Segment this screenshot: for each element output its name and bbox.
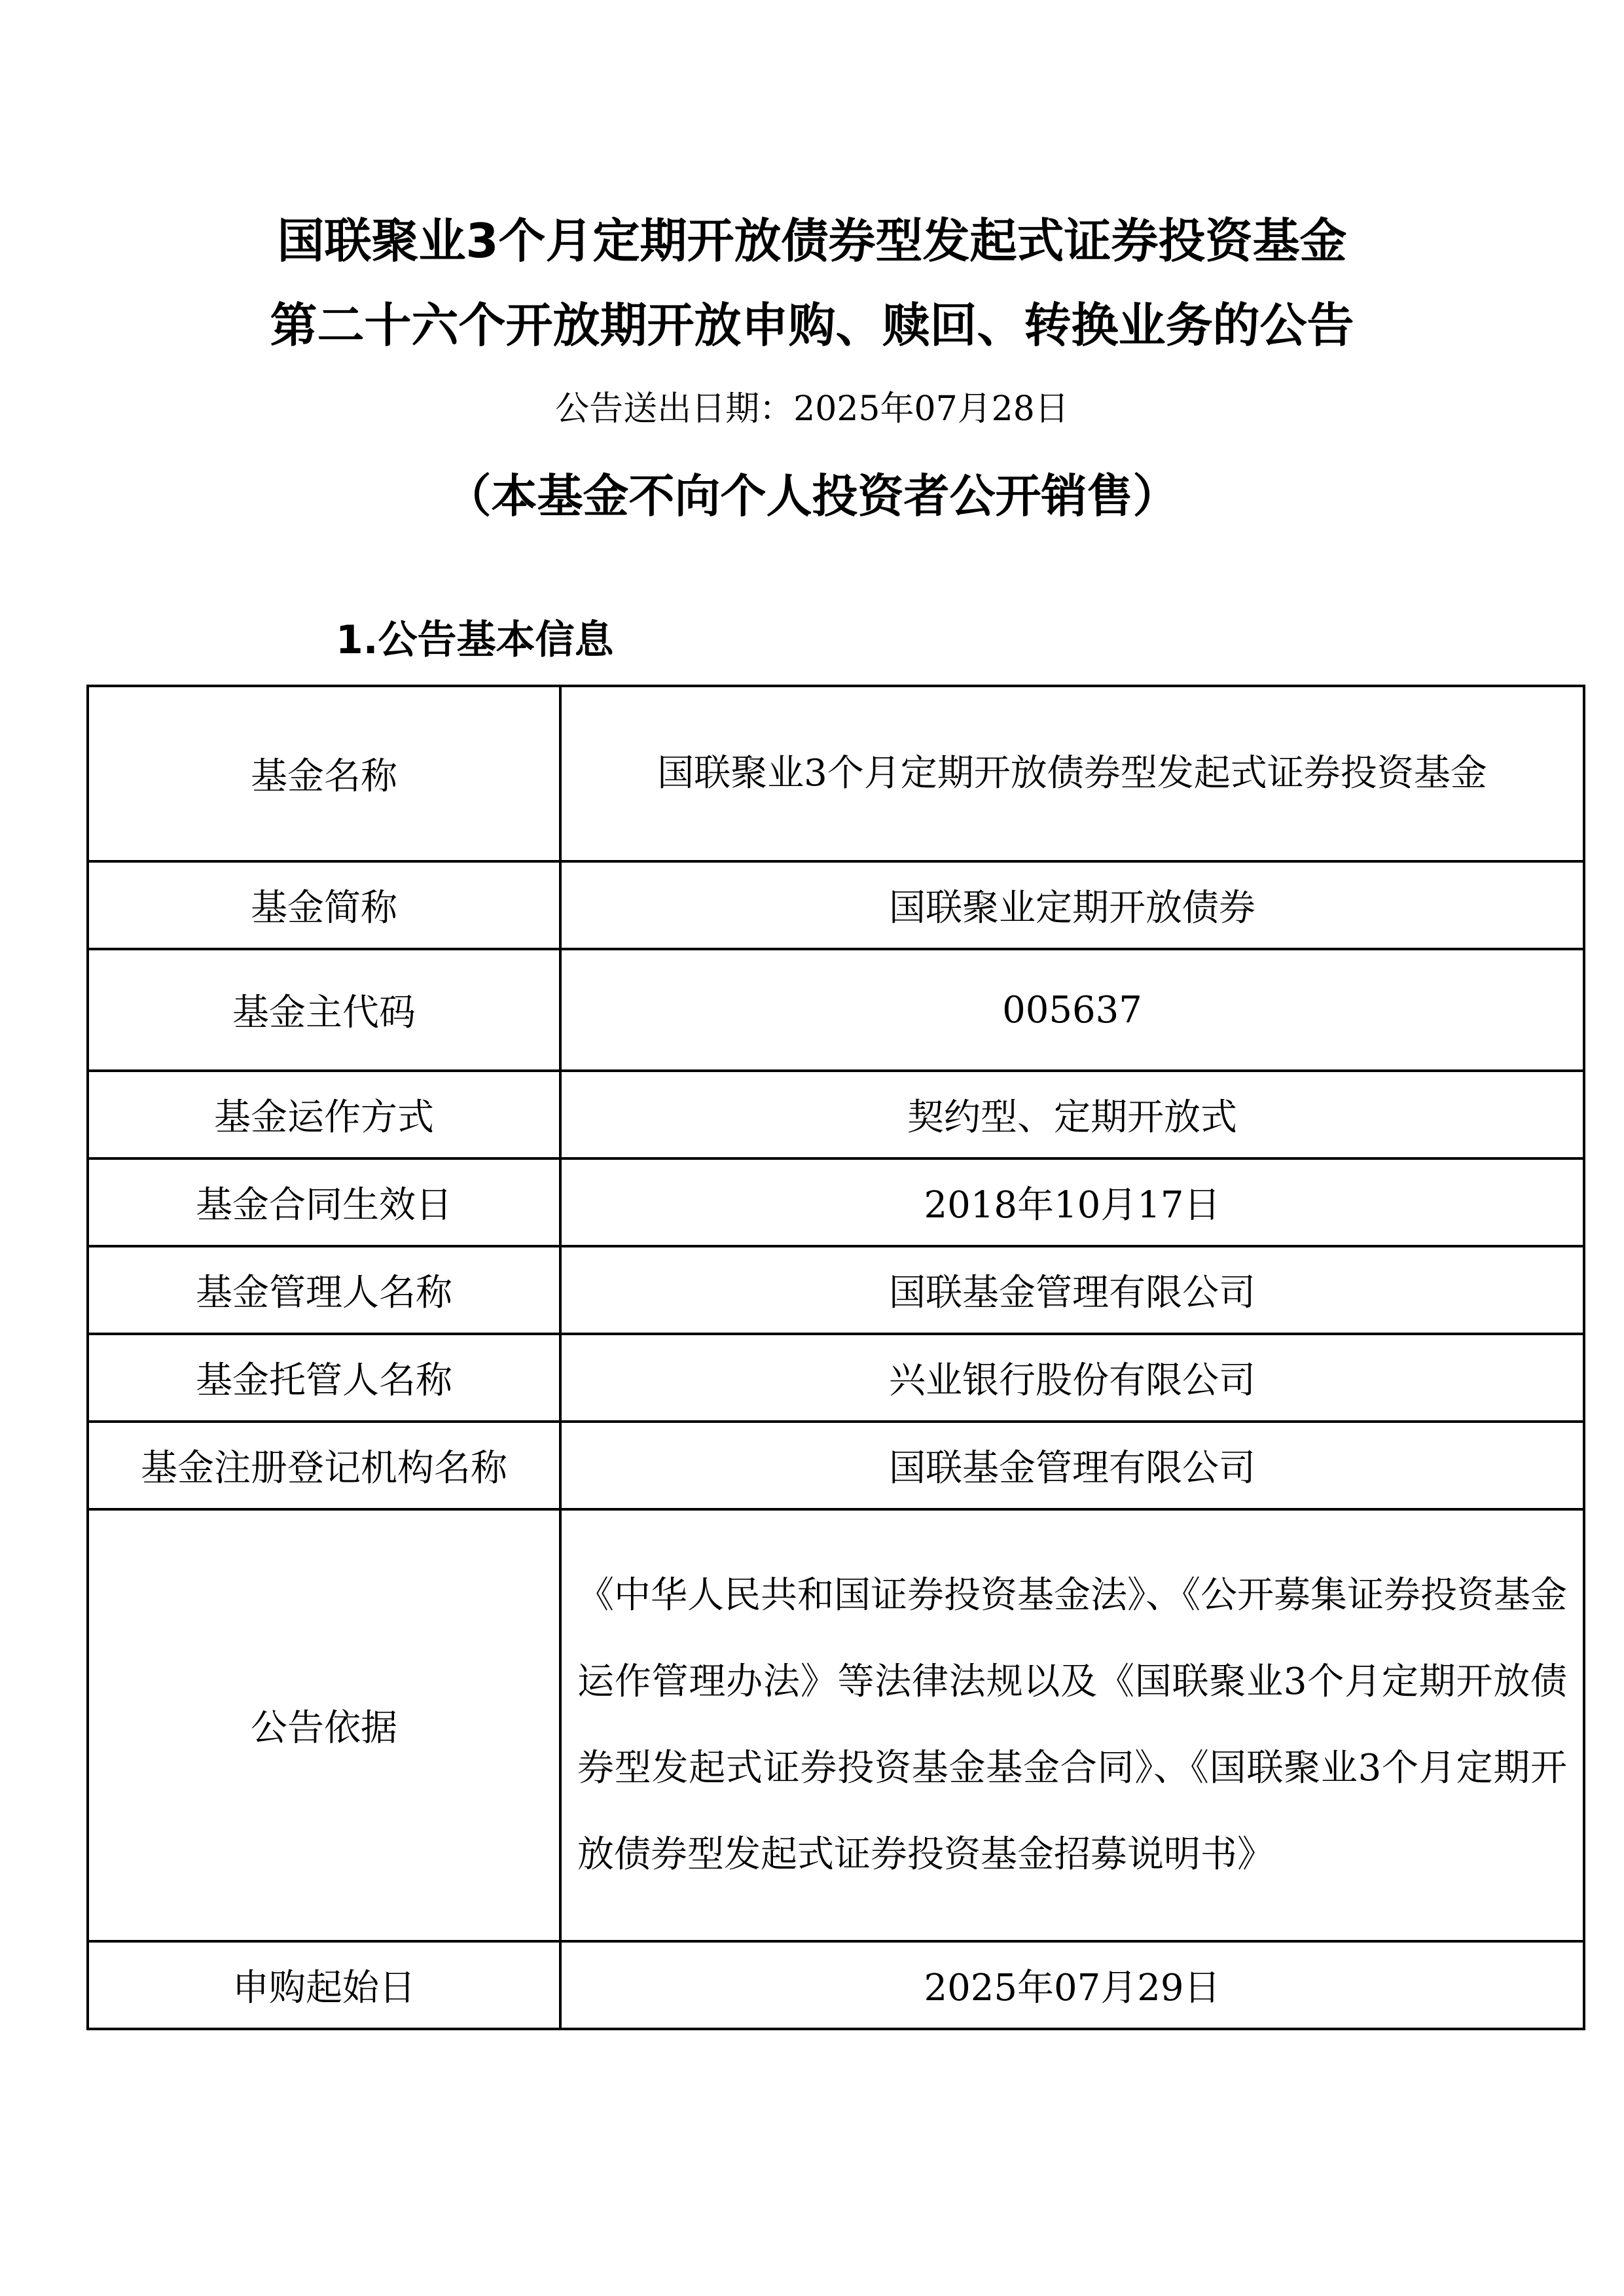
- table-row-short-name: [88, 861, 1584, 949]
- value-registrar: 国联基金管理有限公司: [560, 1422, 1584, 1509]
- label-manager: 基金管理人名称: [88, 1246, 560, 1334]
- label-custodian: 基金托管人名称: [88, 1334, 560, 1422]
- label-fund-name: 基金名称: [88, 686, 560, 861]
- title-line-2: 第二十六个开放期开放申购、赎回、转换业务的公告: [270, 298, 1354, 353]
- label-operation-mode: 基金运作方式: [88, 1071, 560, 1158]
- table-row-basis: [88, 1509, 1584, 1941]
- value-manager: 国联基金管理有限公司: [560, 1246, 1584, 1334]
- value-custodian: 兴业银行股份有限公司: [560, 1334, 1584, 1422]
- table-row-operation-mode: [88, 1071, 1584, 1158]
- label-registrar: 基金注册登记机构名称: [88, 1422, 560, 1509]
- table-row-registrar: [88, 1422, 1584, 1509]
- table-row-fund-name: [88, 686, 1584, 861]
- section-heading: 1.公告基本信息: [336, 617, 614, 663]
- value-operation-mode: 契约型、定期开放式: [560, 1071, 1584, 1158]
- label-short-name: 基金简称: [88, 861, 560, 949]
- value-basis: 《中华人民共和国证券投资基金法》、《公开募集证券投资基金运作管理办法》等法律法规以及《国联聚业3个月定期开放债券型发起式证券投资基金基金合同》、《国联聚业3个月定期开放债券型发起式证券投资基金招募说明书》: [560, 1509, 1584, 1941]
- sales-notice: （本基金不向个人投资者公开销售）: [445, 469, 1179, 523]
- announcement-date: 公告送出日期：2025年07月28日: [555, 389, 1069, 429]
- table-row-contract-date: [88, 1158, 1584, 1246]
- table-row-fund-code: [88, 949, 1584, 1071]
- table-row-custodian: [88, 1334, 1584, 1422]
- value-fund-name: 国联聚业3个月定期开放债券型发起式证券投资基金: [560, 686, 1584, 861]
- label-subscription-start: 申购起始日: [88, 1941, 560, 2029]
- value-contract-date: 2018年10月17日: [560, 1158, 1584, 1246]
- basic-info-table: [86, 685, 1585, 2030]
- table-row-manager: [88, 1246, 1584, 1334]
- title-line-1: 国联聚业3个月定期开放债券型发起式证券投资基金: [277, 213, 1347, 268]
- table-row-subscription-start: [88, 1941, 1584, 2029]
- label-contract-date: 基金合同生效日: [88, 1158, 560, 1246]
- label-basis: 公告依据: [88, 1509, 560, 1941]
- value-fund-code: 005637: [560, 949, 1584, 1071]
- value-subscription-start: 2025年07月29日: [560, 1941, 1584, 2029]
- value-short-name: 国联聚业定期开放债券: [560, 861, 1584, 949]
- label-fund-code: 基金主代码: [88, 949, 560, 1071]
